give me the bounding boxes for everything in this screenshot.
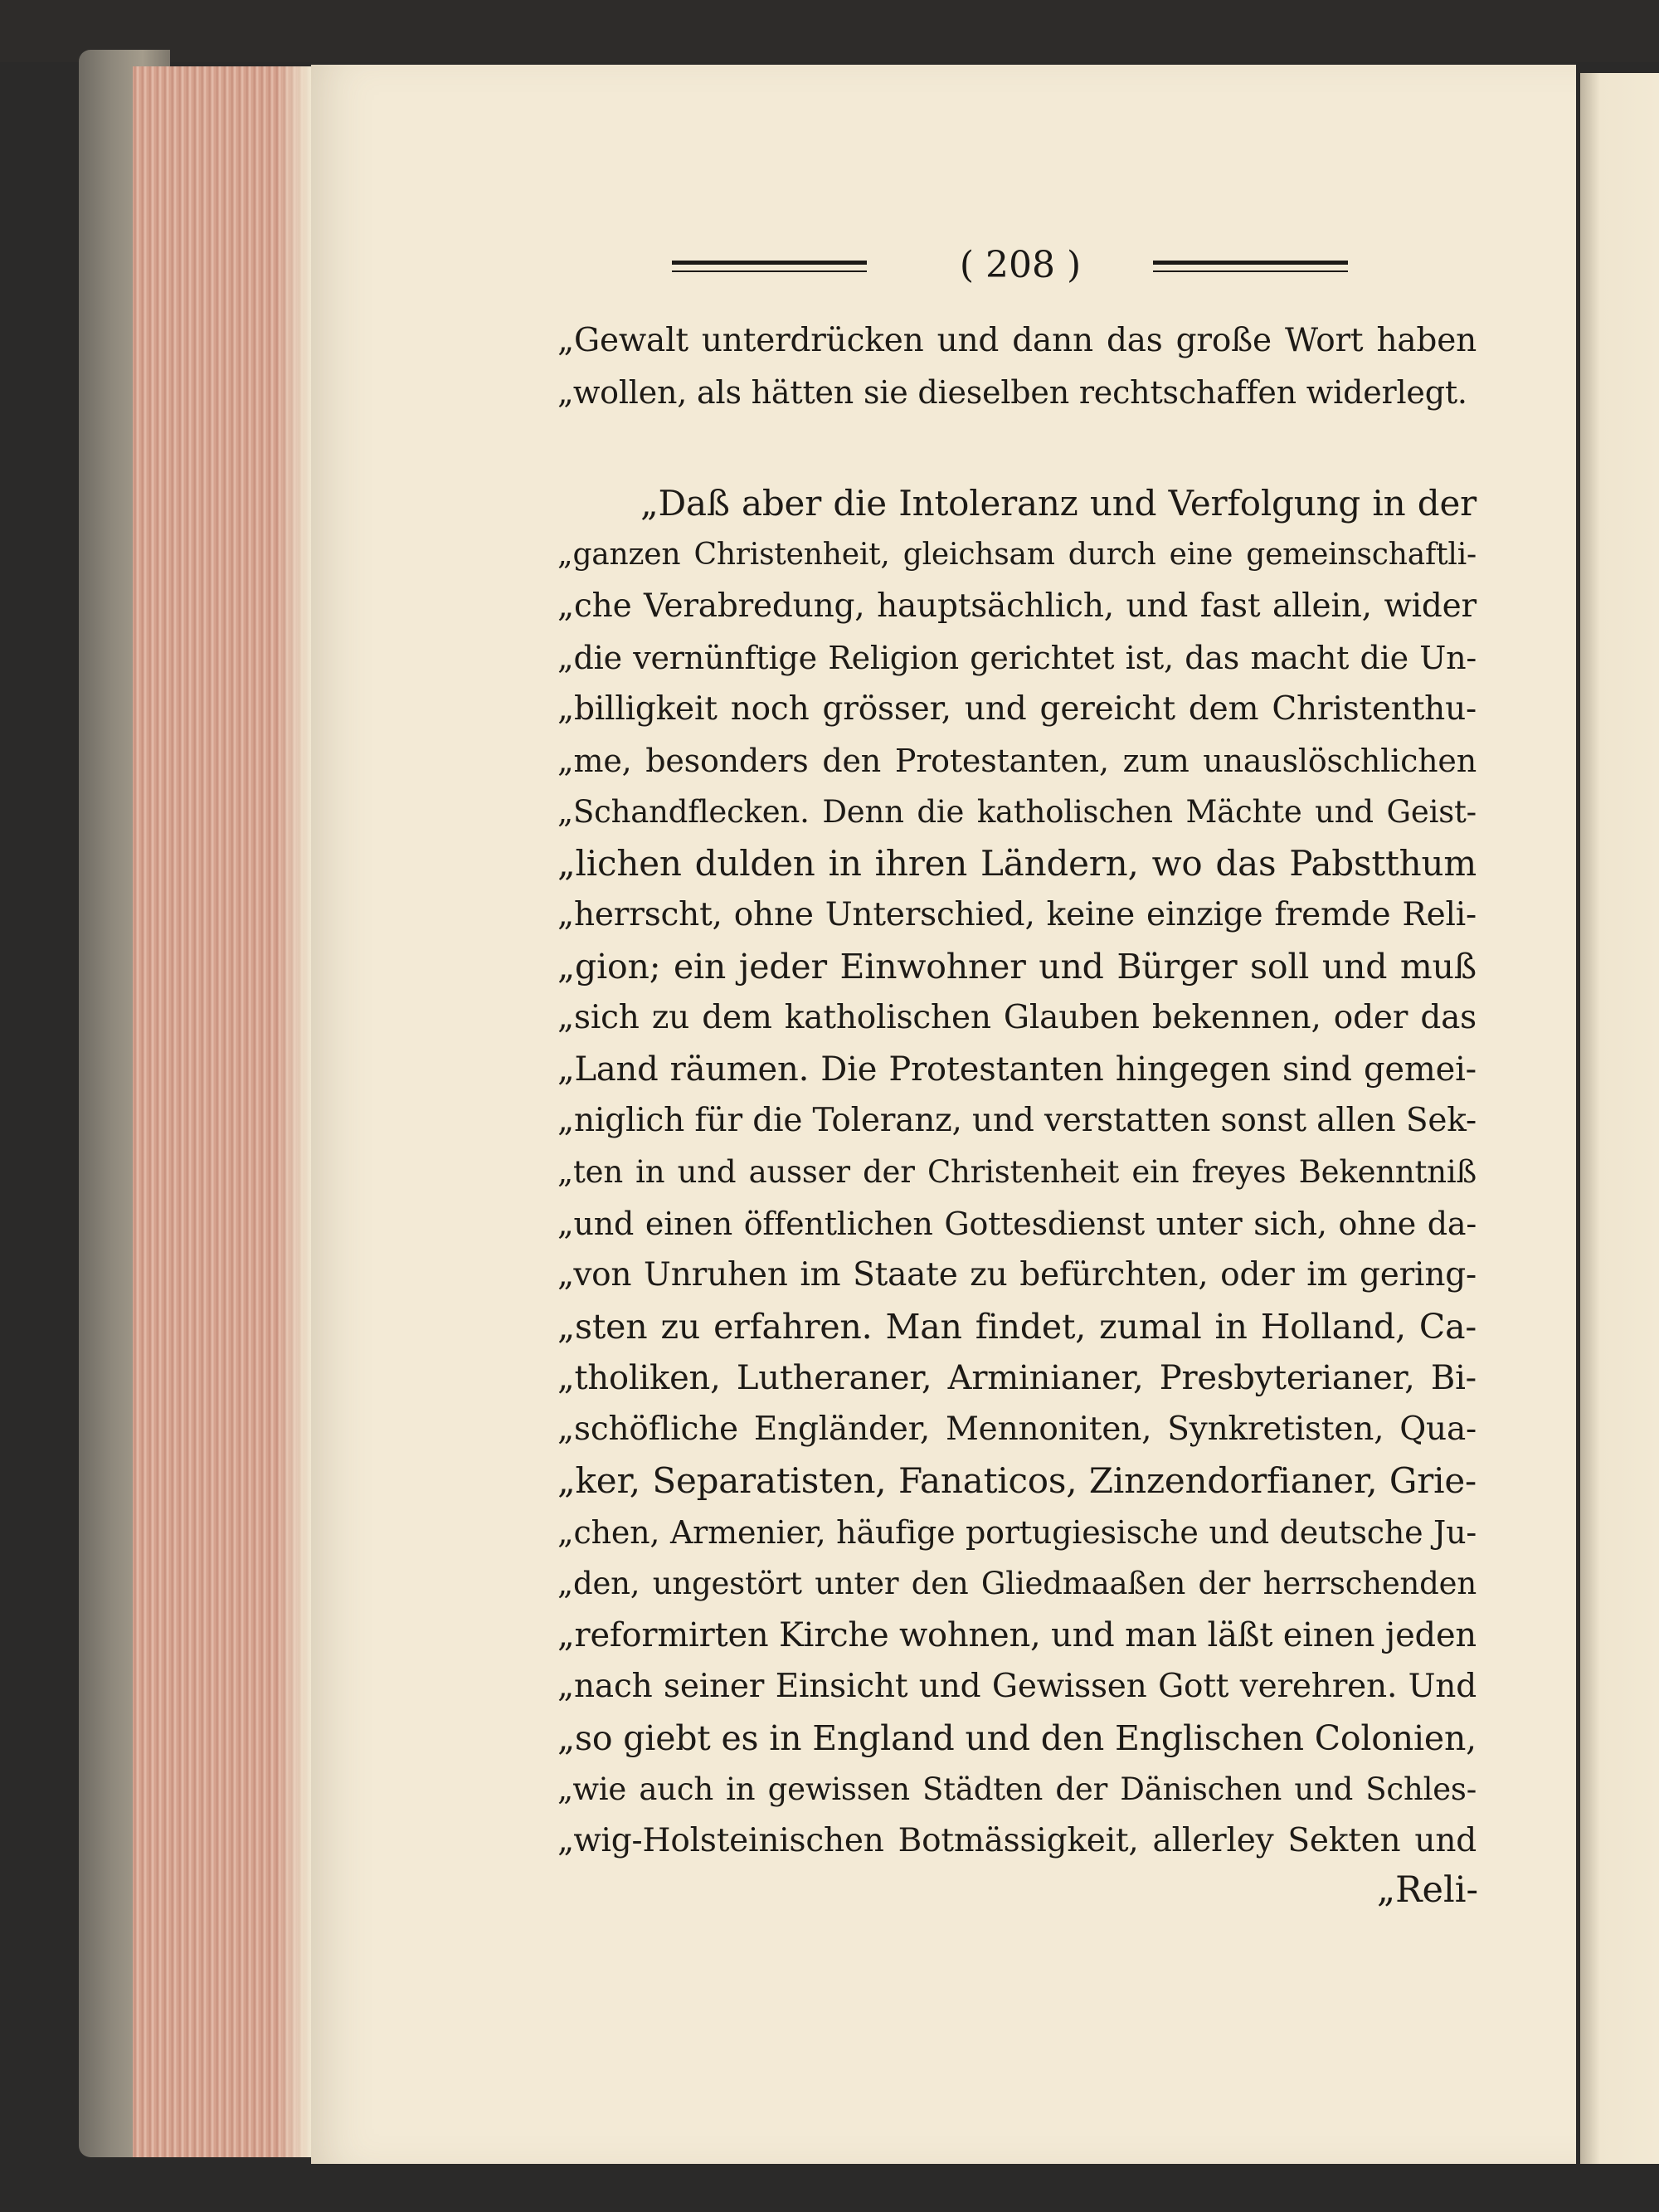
text-line: „ganzen Christenheit, gleichsam durch eine gemeinschaftli- bbox=[557, 538, 1477, 572]
text-line: „Schandflecken. Denn die katholischen Mächte und Geist- bbox=[557, 794, 1477, 830]
text-line: „sten zu erfahren. Man findet, zumal in Holland, Ca- bbox=[557, 1307, 1477, 1347]
text-line: „nach seiner Einsicht und Gewissen Gott verehren. Und bbox=[557, 1668, 1477, 1705]
text-line: „tholiken, Lutheraner, Arminianer, Presbyterianer, Bi- bbox=[557, 1359, 1477, 1397]
text-line: „Daß aber die Intoleranz und Verfolgung in der bbox=[640, 483, 1477, 524]
text-line: „so giebt es in England und den Englischen Colonien, bbox=[557, 1718, 1477, 1758]
text-line: „die vernünftige Religion gerichtet ist, das macht die Un- bbox=[557, 640, 1477, 676]
facing-page-edge bbox=[1580, 73, 1659, 2164]
text-line: „lichen dulden in ihren Ländern, wo das Pabstthum bbox=[557, 843, 1477, 884]
text-line: „reformirten Kirche wohnen, und man läßt einen jeden bbox=[557, 1616, 1477, 1654]
text-line: „ten in und ausser der Christenheit ein freyes Bekenntniß bbox=[557, 1154, 1477, 1190]
text-line: „sich zu dem katholischen Glauben bekennen, oder das bbox=[557, 999, 1477, 1036]
text-line: „Land räumen. Die Protestanten hingegen sind gemei- bbox=[557, 1050, 1477, 1089]
backdrop bbox=[0, 0, 1659, 62]
text-line: „schöfliche Engländer, Mennoniten, Synkretisten, Qua- bbox=[557, 1411, 1477, 1448]
header-rule-right bbox=[1153, 261, 1348, 272]
text-line: „Gewalt unterdrücken und dann das große Wort haben bbox=[557, 322, 1477, 359]
text-line: „herrscht, ohne Unterschied, keine einzige fremde Reli- bbox=[557, 896, 1477, 933]
text-line: „niglich für die Toleranz, und verstatten sonst allen Sek- bbox=[557, 1102, 1477, 1139]
page-edges bbox=[133, 66, 311, 2157]
text-line: „me, besonders den Protestanten, zum unauslöschlichen bbox=[557, 743, 1477, 779]
body-text bbox=[557, 315, 1477, 1867]
text-line: „und einen öffentlichen Gottesdienst unter sich, ohne da- bbox=[557, 1206, 1477, 1242]
text-line: „che Verabredung, hauptsächlich, und fast allein, wider bbox=[557, 587, 1477, 625]
text-line: „den, ungestört unter den Gliedmaaßen der herrschenden bbox=[557, 1566, 1477, 1601]
page-number: ( 208 ) bbox=[959, 244, 1082, 286]
text-line: „chen, Armenier, häufige portugiesische und deutsche Ju- bbox=[557, 1514, 1477, 1551]
page-header bbox=[672, 241, 1348, 290]
text-line: „ker, Separatisten, Fanaticos, Zinzendorfianer, Grie- bbox=[557, 1460, 1477, 1501]
header-rule-left bbox=[672, 261, 867, 272]
text-line: „von Unruhen im Staate zu befürchten, oder im gering- bbox=[557, 1256, 1477, 1294]
catchword: „Reli- bbox=[1376, 1869, 1478, 1911]
text-line: „wollen, als hätten sie dieselben rechtschaffen widerlegt. bbox=[557, 374, 1467, 411]
text-line: „gion; ein jeder Einwohner und Bürger soll und muß bbox=[557, 947, 1477, 987]
text-line: „wie auch in gewissen Städten der Dänischen und Schles- bbox=[557, 1771, 1477, 1807]
text-line: „wig-Holsteinischen Botmässigkeit, allerley Sekten und bbox=[557, 1822, 1477, 1859]
text-line: „billigkeit noch grösser, und gereicht dem Christenthu- bbox=[557, 690, 1477, 728]
